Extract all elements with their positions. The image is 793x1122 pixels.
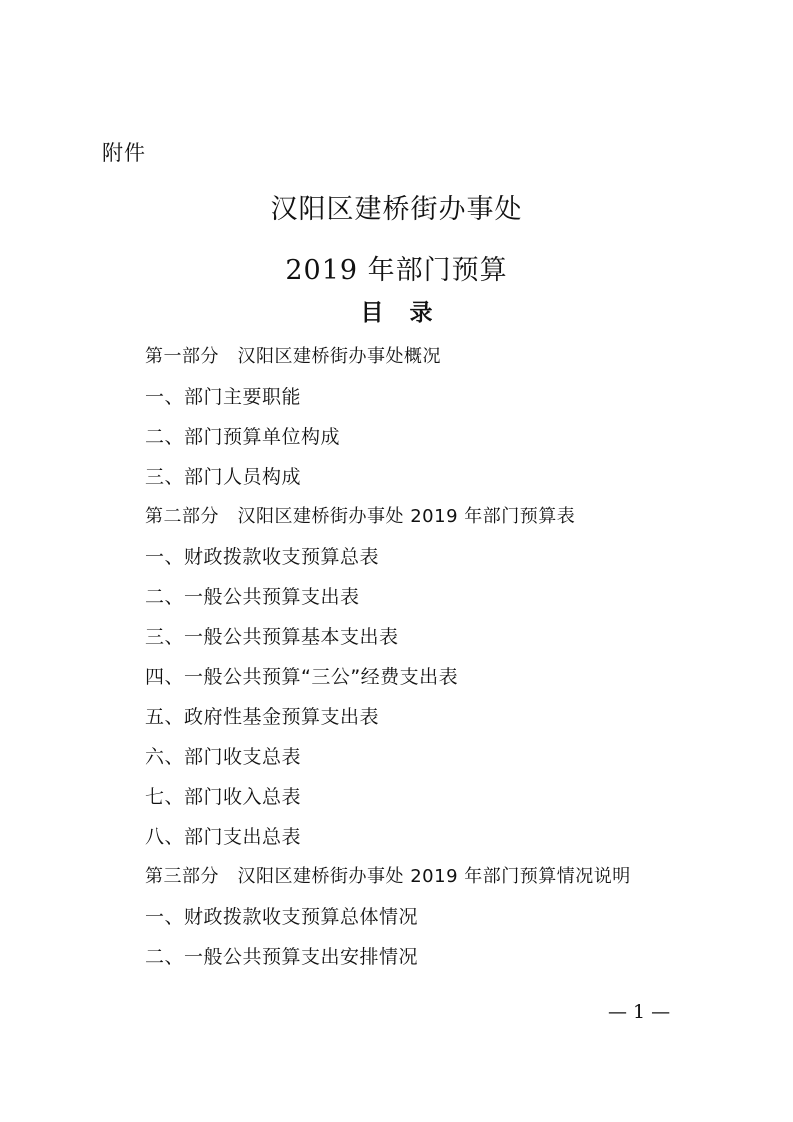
toc-item: 一、财政拨款收支预算总表 bbox=[145, 546, 380, 568]
toc-item: 三、一般公共预算基本支出表 bbox=[145, 626, 399, 648]
toc-part-2: 第二部分 汉阳区建桥街办事处 2019 年部门预算表 bbox=[145, 506, 576, 527]
toc-item: 八、部门支出总表 bbox=[145, 826, 302, 848]
toc-item: 六、部门收支总表 bbox=[145, 746, 302, 768]
toc-item: 二、一般公共预算支出表 bbox=[145, 586, 360, 608]
table-of-contents bbox=[145, 337, 631, 977]
document-title-line-2: 2019 年部门预算 bbox=[285, 255, 508, 286]
toc-item: 一、财政拨款收支预算总体情况 bbox=[145, 906, 419, 928]
toc-item: 二、一般公共预算支出安排情况 bbox=[145, 946, 419, 968]
toc-part-3: 第三部分 汉阳区建桥街办事处 2019 年部门预算情况说明 bbox=[145, 866, 631, 887]
attachment-label: 附件 bbox=[102, 141, 146, 165]
toc-item: 一、部门主要职能 bbox=[145, 386, 302, 408]
toc-item: 二、部门预算单位构成 bbox=[145, 426, 341, 448]
toc-item: 四、一般公共预算“三公”经费支出表 bbox=[145, 666, 459, 688]
toc-item: 七、部门收入总表 bbox=[145, 786, 302, 808]
toc-item: 三、部门人员构成 bbox=[145, 466, 302, 488]
table-of-contents-heading: 目录 bbox=[360, 300, 459, 326]
document-title-line-1: 汉阳区建桥街办事处 bbox=[270, 194, 523, 225]
page-number: — 1 — bbox=[608, 1001, 671, 1023]
toc-part-1: 第一部分 汉阳区建桥街办事处概况 bbox=[145, 346, 441, 367]
toc-item: 五、政府性基金预算支出表 bbox=[145, 706, 380, 728]
